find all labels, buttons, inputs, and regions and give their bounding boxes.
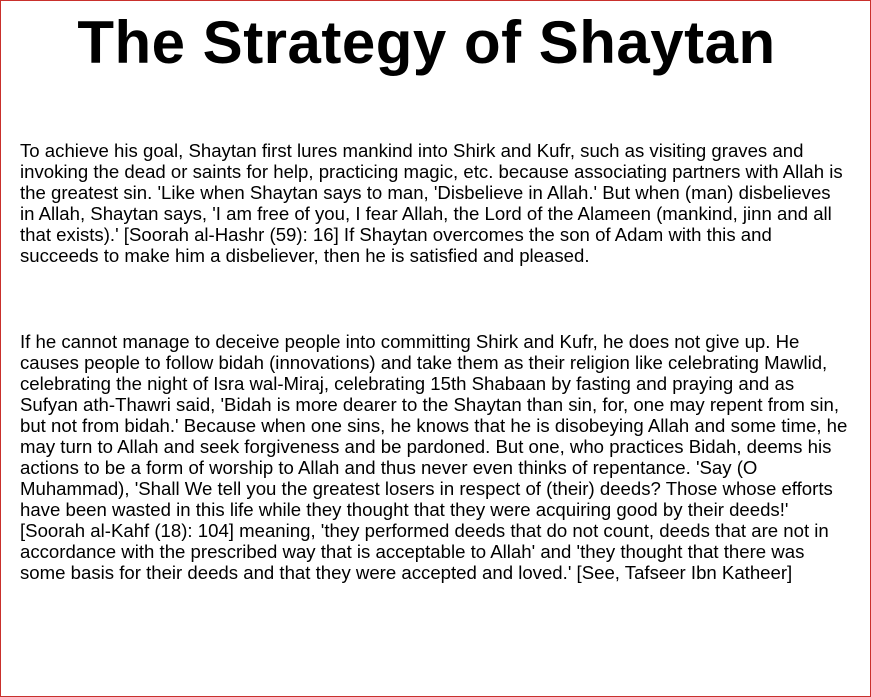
paragraph-bidah: If he cannot manage to deceive people into committing Shirk and Kufr, he does not give up. He causes people to follow bidah (innovations) and take them as their religion like celebrating Mawlid, celebrating the night of Isra wal-Miraj, celebrating 15th Shabaan by fasting and praying and as Sufyan ath-Thawri said, 'Bidah is more dearer to the Shaytan than sin, for, one may repent from sin, but not from bidah.' Because when one sins, he knows that he is disobeying Allah and some time, he may turn to Allah and seek forgiveness and be pardoned. But one, who practices Bidah, deems his actions to be a form of worship to Allah and thus never even thinks of repentance. 'Say (O Muhammad), 'Shall We tell you the greatest losers in respect of (their) deeds? Those whose efforts have been wasted in this life while they thought that they were acquiring good by their deeds!' [Soorah al-Kahf (18): 104] meaning, 'they performed deeds that do not count, deeds that are not in accordance with the prescribed way that is acceptable to Allah' and 'they thought that there was some basis for their deeds and that they were accepted and loved.' [See, Tafseer Ibn Katheer]: [20, 331, 848, 583]
paragraph-shirk-and-kufr: To achieve his goal, Shaytan first lures mankind into Shirk and Kufr, such as visiting graves and invoking the dead or saints for help, practicing magic, etc. because associating partners with Allah is the greatest sin. 'Like when Shaytan says to man, 'Disbelieve in Allah.' But when (man) disbelieves in Allah, Shaytan says, 'I am free of you, I fear Allah, the Lord of the Alameen (mankind, jinn and all that exists).' [Soorah al-Hashr (59): 16] If Shaytan overcomes the son of Adam with this and succeeds to make him a disbeliever, then he is satisfied and pleased.: [20, 140, 843, 266]
page-title: The Strategy of Shaytan: [77, 9, 776, 76]
